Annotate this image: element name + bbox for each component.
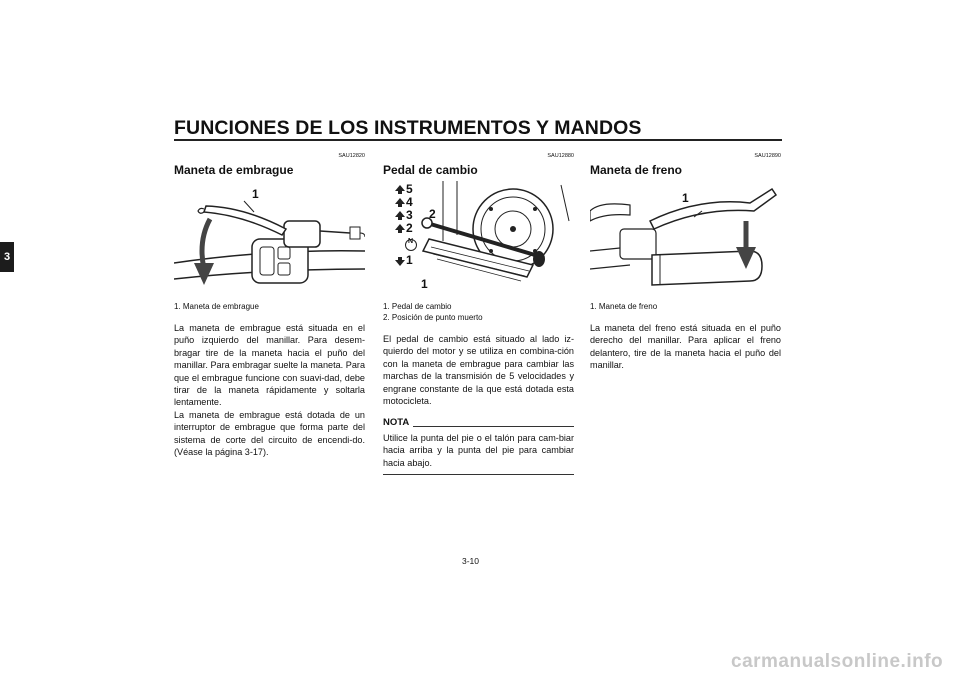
figure-caption-list [383, 301, 574, 323]
page-number: 3-10 [462, 556, 480, 566]
gear-label: 2 [406, 221, 413, 235]
shift-pedal-illustration [383, 181, 574, 293]
section-body [174, 322, 365, 458]
gear-label: 4 [406, 195, 413, 209]
shift-pedal-section [383, 152, 574, 475]
body-paragraph: La maneta de embrague está dotada de un interruptor de embrague que forma parte del sistema de corte del circuito de encendi-do. (Véase la página 3-17). [174, 409, 365, 458]
figure-caption: 1. Maneta de freno [590, 302, 658, 311]
section-body [383, 333, 574, 407]
chapter-tab: 3 [0, 242, 14, 272]
figure-callout: 1 [252, 187, 259, 201]
section-heading: Pedal de cambio [383, 163, 478, 177]
gear-label: 1 [406, 253, 413, 267]
note-text: Utilice la punta del pie o el talón para cam-biar hacia arriba y la punta del pie para cambiar hacia abajo. [383, 432, 574, 468]
gear-label: 5 [406, 182, 413, 196]
section-body [590, 322, 781, 372]
figure-caption: 2. Posición de punto muerto [383, 313, 483, 322]
section-code: SAU12820 [338, 153, 365, 159]
clutch-lever-illustration [174, 181, 365, 293]
gear-label: 3 [406, 208, 413, 222]
note-rule [413, 425, 574, 427]
body-paragraph: La maneta del freno está situada en el puño derecho del manillar. Para aplicar el freno delantero, tire de la maneta hacia el puño del manillar. [590, 323, 781, 371]
note-label: NOTA [383, 417, 410, 429]
section-heading: Maneta de freno [590, 163, 683, 177]
page-title: FUNCIONES DE LOS INSTRUMENTOS Y MANDOS [174, 117, 642, 139]
body-paragraph: El pedal de cambio está situado al lado iz-quierdo del motor y se utiliza en combina-ción con la maneta de embrague para cambiar las marchas de la transmisión de 5 velocidades y engrane constante de la que está dotada esta motocicleta. [383, 334, 574, 407]
section-code: SAU12880 [547, 153, 574, 159]
title-rule [174, 139, 782, 141]
body-paragraph: La maneta de embrague está situada en el puño izquierdo del manillar. Para desem-bragar tire de la maneta hacia el puño del manillar. Para embragar suelte la maneta. Para que el embrague funcione con suavi-dad, debe tirar de la maneta rápidamente y soltarla lentamente. [174, 323, 365, 408]
neutral-label: N [408, 238, 414, 245]
clutch-lever-section [174, 152, 365, 458]
note-end-rule [383, 474, 574, 475]
figure-caption: 1. Maneta de embrague [174, 302, 259, 311]
section-code: SAU12890 [754, 153, 781, 159]
figure-caption: 1. Pedal de cambio [383, 302, 452, 311]
section-heading: Maneta de embrague [174, 163, 294, 177]
figure-callout: 2 [429, 207, 436, 221]
figure-callout: 1 [682, 191, 689, 205]
figure-callout: 1 [421, 277, 428, 291]
brake-lever-illustration [590, 181, 781, 293]
watermark: carmanualsonline.info [731, 651, 944, 672]
brake-lever-section [590, 152, 781, 372]
note-box [383, 417, 574, 475]
